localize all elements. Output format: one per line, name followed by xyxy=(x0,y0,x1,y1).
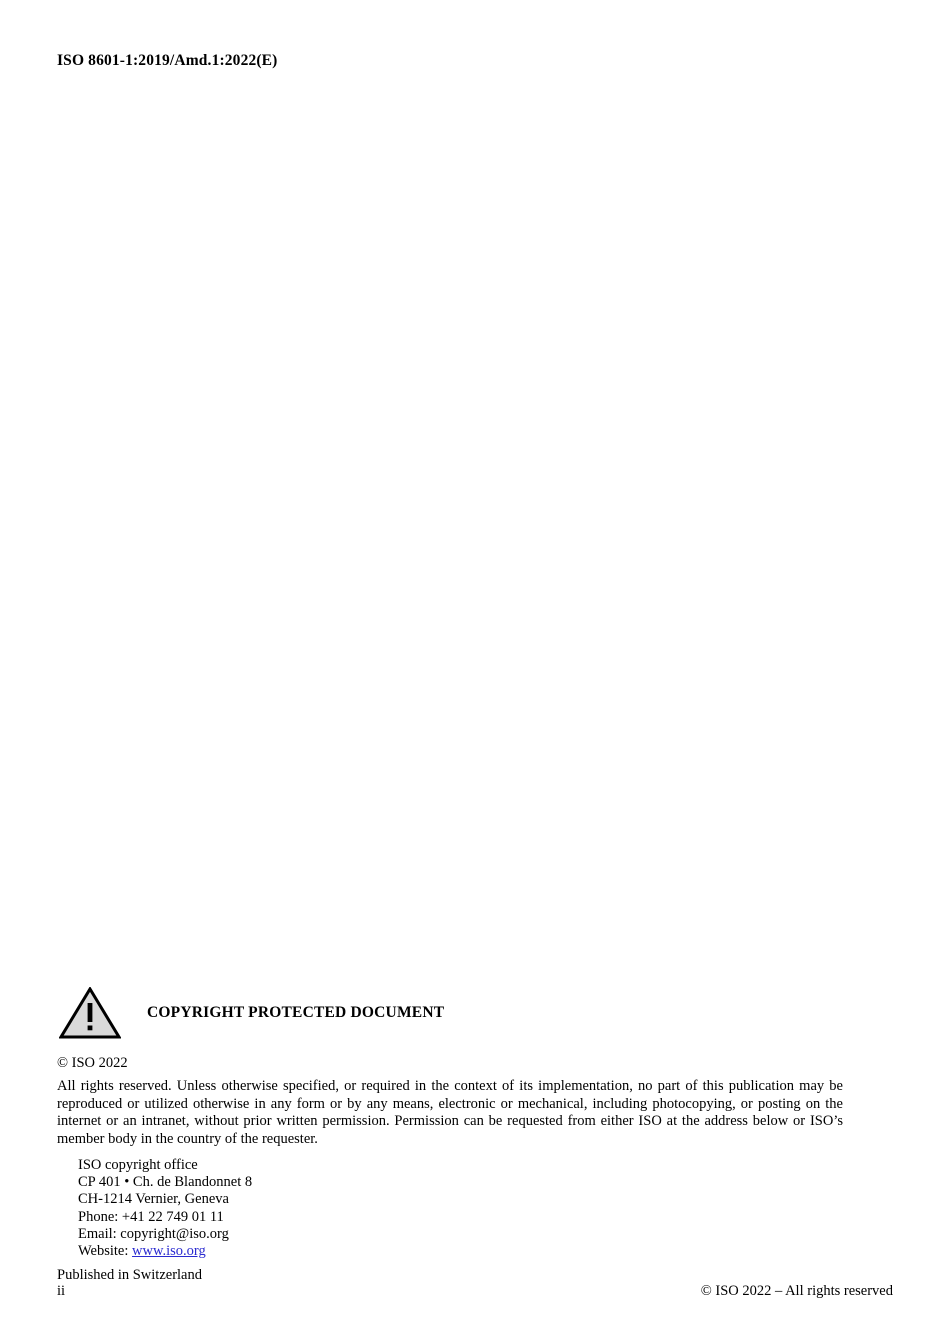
address-line-email: Email: copyright@iso.org xyxy=(78,1225,229,1242)
address-line-phone: Phone: +41 22 749 01 11 xyxy=(78,1208,224,1225)
footer-page-number: ii xyxy=(57,1283,66,1299)
address-line: ISO copyright office xyxy=(78,1156,198,1173)
copyright-heading: COPYRIGHT PROTECTED DOCUMENT xyxy=(147,1004,445,1021)
iso-copyright-office-address xyxy=(78,1157,847,1261)
page-footer xyxy=(57,1283,893,1300)
copyright-line: © ISO 2022 xyxy=(57,1055,128,1071)
copyright-heading-row xyxy=(57,985,847,1041)
footer-rights-text: © ISO 2022 – All rights reserved xyxy=(700,1283,893,1299)
address-line-website xyxy=(78,1243,847,1260)
website-link[interactable]: www.iso.org xyxy=(132,1243,206,1259)
copyright-body-text: All rights reserved. Unless otherwise specified, or required in the context of its implementation, no part of this publication may be reproduced or utilized otherwise in any form or by any means, electronic or mechanical, including photocopying, or posting on the internet or an intranet, without prior written permission. Permission can be requested from either ISO at the address below or ISO’s member body in the country of the requester. xyxy=(57,1078,843,1148)
published-in-text: Published in Switzerland xyxy=(57,1267,202,1284)
copyright-notice-block xyxy=(57,985,847,1284)
address-line: CH-1214 Vernier, Geneva xyxy=(78,1191,229,1208)
website-label: Website: xyxy=(78,1243,132,1259)
warning-triangle-icon xyxy=(59,987,121,1039)
document-identifier: ISO 8601-1:2019/Amd.1:2022(E) xyxy=(57,52,278,69)
address-line: CP 401 • Ch. de Blandonnet 8 xyxy=(78,1174,253,1190)
